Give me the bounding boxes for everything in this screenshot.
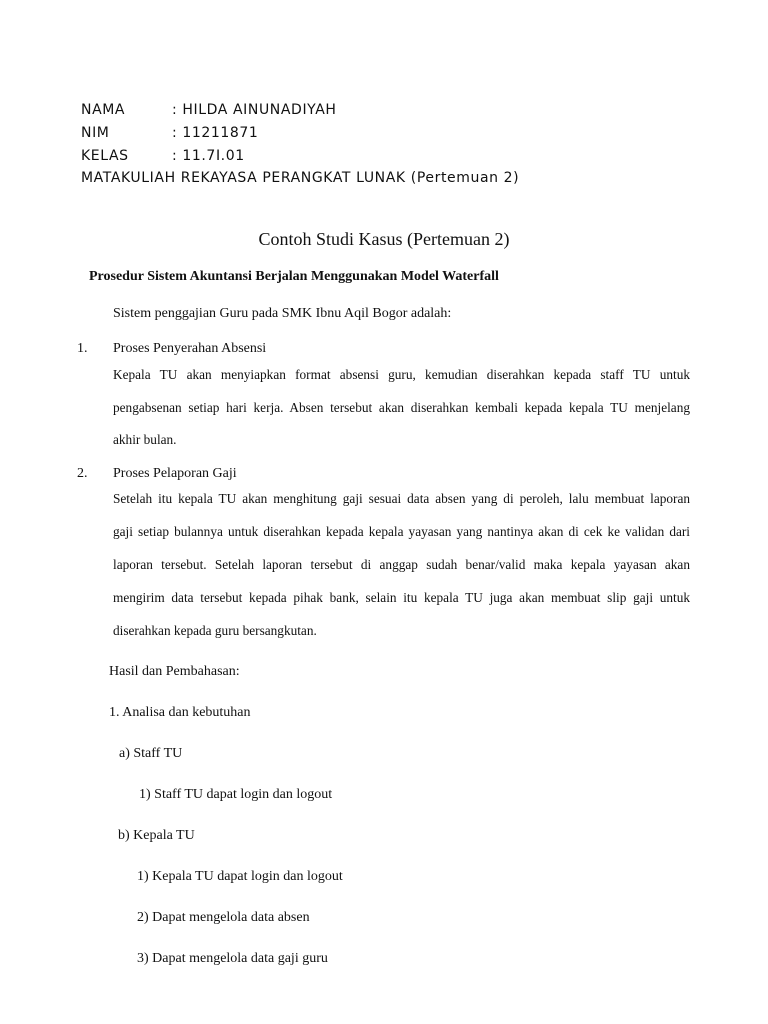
class-value: : 11.7I.01 xyxy=(172,148,245,164)
section-heading: Proses Penyerahan Absensi xyxy=(113,341,267,356)
intro-text: Sistem penggajian Guru pada SMK Ibnu Aqil Bogor adalah: xyxy=(113,306,452,321)
analysis-heading: 1. Analisa dan kebutuhan xyxy=(109,705,251,720)
paragraph-line: Kepala TU akan menyiapkan format absensi guru, kemudian diserahkan kepada staff TU untuk xyxy=(113,367,690,382)
document-subtitle: Prosedur Sistem Akuntansi Berjalan Menggunakan Model Waterfall xyxy=(89,269,499,284)
paragraph-line: diserahkan kepada guru bersangkutan. xyxy=(113,623,317,638)
list-item: 2) Dapat mengelola data absen xyxy=(137,910,310,925)
nim-label: NIM xyxy=(81,125,110,141)
paragraph-line: Setelah itu kepala TU akan menghitung gaji sesuai data absen yang di peroleh, lalu membuat laporan xyxy=(113,491,690,506)
results-heading: Hasil dan Pembahasan: xyxy=(109,664,240,679)
paragraph-line: mengirim data tersebut kepada pihak bank, selain itu kepala TU juga akan membuat slip gaji untuk xyxy=(113,590,690,605)
section-number: 1. xyxy=(77,341,88,356)
nim-value: : 11211871 xyxy=(172,125,259,141)
section-heading: Proses Pelaporan Gaji xyxy=(113,466,237,481)
list-item: 1) Kepala TU dapat login dan logout xyxy=(137,869,343,884)
kepala-tu-heading: b) Kepala TU xyxy=(118,828,195,843)
paragraph-line: akhir bulan. xyxy=(113,432,177,447)
document-title: Contoh Studi Kasus (Pertemuan 2) xyxy=(258,229,510,249)
course-line: MATAKULIAH REKAYASA PERANGKAT LUNAK (Pertemuan 2) xyxy=(81,170,520,186)
list-item: 3) Dapat mengelola data gaji guru xyxy=(137,951,328,966)
paragraph-line: pengabsenan setiap hari kerja. Absen tersebut akan diserahkan kembali kepada kepala TU menjelang xyxy=(113,400,690,415)
paragraph-line: laporan tersebut. Setelah laporan tersebut di anggap sudah benar/valid maka kepala yayasan akan xyxy=(113,557,690,572)
name-label: NAMA xyxy=(81,102,126,118)
section-number: 2. xyxy=(77,466,88,481)
list-item: 1) Staff TU dapat login dan logout xyxy=(139,787,333,802)
name-value: : HILDA AINUNADIYAH xyxy=(172,102,337,118)
paragraph-line: gaji setiap bulannya untuk diserahkan kepada kepala yayasan yang nantinya akan di cek ke validan dari xyxy=(113,524,690,539)
class-label: KELAS xyxy=(81,148,129,164)
staff-tu-heading: a) Staff TU xyxy=(119,746,183,761)
